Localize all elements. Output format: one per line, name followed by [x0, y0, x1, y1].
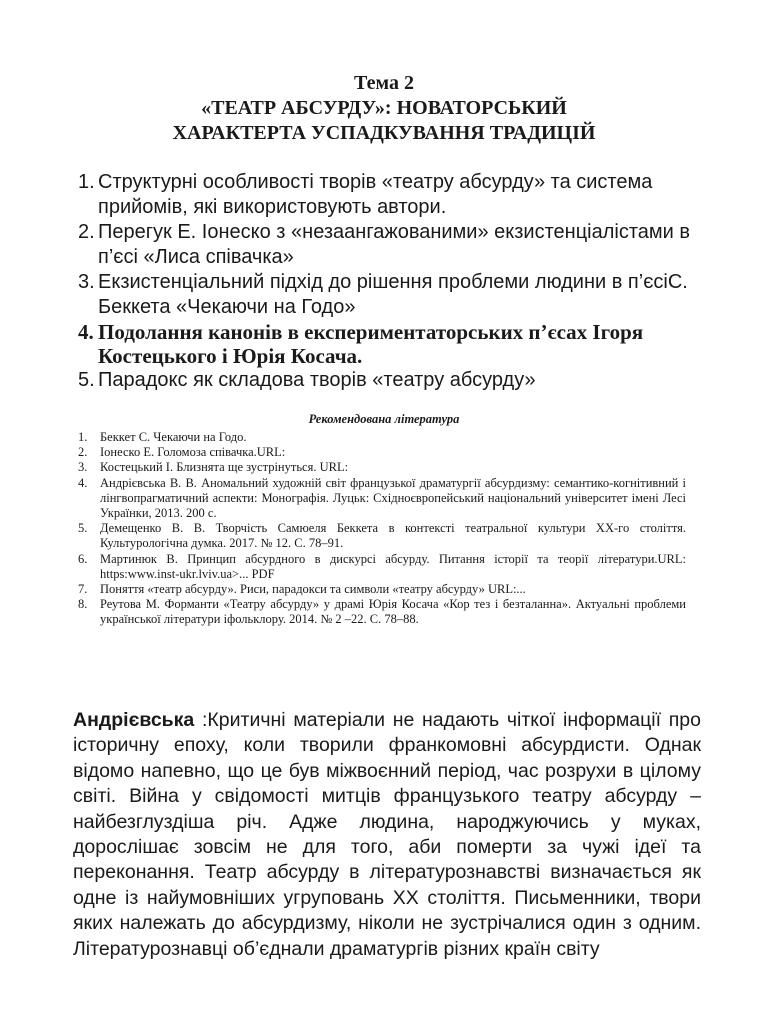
literature-item — [78, 445, 686, 460]
body-paragraph — [73, 708, 701, 962]
body-paragraph-text: :Критичні матеріали не надають чіткої інформації про історичну епоху, коли творили франкомовні абсурдисти. Однак відомо напевно, що це був міжвоєнний період, час розрухи в цілому світі. Війна у свідомості митців французького театру абсурду – найбезглуздіша річ. Адже людина, народжуючись у муках, дорослішає зовсім не для того, аби померти за чужі ідеї та переконання. Театр абсурду в літературознавстві визначається як одне із найумовніших угруповань ХХ століття. Письменники, твори яких належать до абсурдизму, ніколи не зустрічалися один з одним. Літературознавці об’єднали драматургів різних країн світу — [73, 709, 701, 960]
literature-heading: Рекомендована література — [308, 412, 460, 426]
topic-item-number: 4. — [78, 320, 94, 344]
literature-item-number: 5. — [78, 521, 88, 536]
literature-item-number: 7. — [78, 582, 88, 597]
topic-item — [78, 368, 698, 393]
literature-item-number: 8. — [78, 597, 88, 612]
literature-item — [78, 521, 686, 551]
literature-item-text: Беккет С. Чекаючи на Годо. — [100, 430, 247, 444]
topic-item-text: Подолання канонів в експериментаторських п’єсах Ігоря Костецького і Юрія Косача. — [98, 320, 644, 368]
literature-item-text: Поняття «театр абсурду». Риси, парадокси та символи «театру абсурду» URL:... — [100, 582, 526, 597]
literature-item-number: 6. — [78, 551, 88, 566]
literature-item-number: 3. — [78, 460, 88, 475]
literature-item — [78, 460, 686, 475]
literature-item-number: 4. — [78, 475, 88, 490]
topic-number: Тема 2 — [354, 72, 414, 94]
literature-item — [78, 430, 686, 445]
literature-item-text: Андрієвська В. В. Аномальний художній світ французької драматургії абсурдизму: семантико-когнітивний і лінгвопрагматичний аспекти: Монографія. Луцьк: Східноєвропейський національний університет імені Лесі Українки, 2013. 200 с. — [100, 475, 686, 521]
topic-item — [78, 320, 698, 368]
literature-item-number: 2. — [78, 445, 88, 460]
topic-item — [78, 170, 698, 220]
topic-item-number: 1. — [78, 171, 95, 193]
literature-item-text: Демещенко В. В. Творчість Самюеля Беккета в контексті театральної культури ХХ-го століття. Культурологічна думка. 2017. № 12. С. 78–91. — [100, 521, 686, 551]
topic-item-number: 3. — [78, 271, 95, 293]
author-name: Андрієвська — [73, 709, 195, 731]
topic-title-line-2: ХАРАКТЕРТА УСПАДКУВАННЯ ТРАДИЦІЙ — [172, 122, 596, 144]
topic-item-text: Екзистенціальний підхід до рішення проблеми людини в п’єсіС. Беккета «Чекаючи на Годо» — [98, 271, 688, 318]
topic-item-text: Перегук Е. Іонеско з «незаангажованими» екзистенціалістами в п’єсі «Лиса співачка» — [98, 221, 691, 268]
literature-item-text: Іонеско Е. Голомоза співачка.URL: — [100, 445, 286, 460]
topic-item-text: Парадокс як складова творів «театру абсурду» — [98, 369, 536, 391]
topic-item-number: 2. — [78, 221, 95, 243]
literature-item-text: Костецький І. Близнята ще зустрінуться. URL: — [100, 460, 349, 475]
literature-item-number: 1. — [78, 430, 88, 444]
topic-item — [78, 270, 698, 320]
literature-item — [78, 476, 686, 522]
literature-item — [78, 552, 686, 582]
topic-title-line-1: «ТЕАТР АБСУРДУ»: НОВАТОРСЬКИЙ — [201, 97, 567, 119]
literature-item-text: Реутова М. Форманти «Театру абсурду» у драмі Юрія Косача «Кор тез і безталанна». Актуальні проблеми української літератури іфольклору. 2014. № 2 –22. С. 78–88. — [100, 597, 686, 627]
topic-item-number: 5. — [78, 369, 95, 391]
literature-item — [78, 597, 686, 627]
literature-list — [78, 430, 686, 628]
literature-item — [78, 582, 686, 597]
literature-item-text: Мартинюк В. Принцип абсурдного в дискурсі абсурду. Питання історії та теорії літератури.URL: https:www.inst-ukr.lviv.ua>... PDF — [100, 551, 686, 581]
topic-item — [78, 220, 698, 270]
topics-list — [78, 170, 698, 393]
topic-item-text: Структурні особливості творів «театру абсурду» та система прийомів, які використовують автори. — [98, 171, 653, 218]
